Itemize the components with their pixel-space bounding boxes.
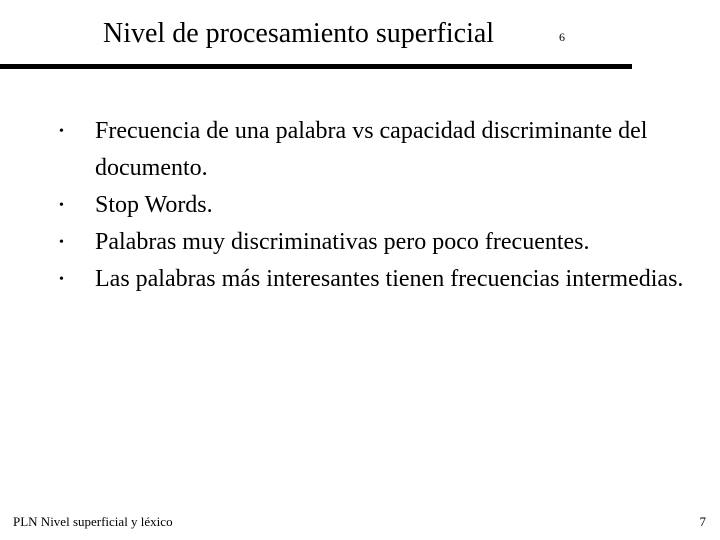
slide-title: Nivel de procesamiento superficial <box>103 18 495 49</box>
page-number: 7 <box>699 514 706 529</box>
bullet-item <box>58 224 698 261</box>
bullet-item <box>58 113 698 187</box>
title-number: 6 <box>559 30 565 44</box>
bullet-text: Las palabras más interesantes tienen frecuencias intermedias. <box>95 266 684 292</box>
bullet-icon: • <box>59 198 64 213</box>
bullet-icon: • <box>59 124 64 139</box>
bullet-icon: • <box>59 272 64 287</box>
title-divider <box>0 64 632 69</box>
footer-caption: PLN Nivel superficial y léxico <box>13 514 173 529</box>
bullet-text: Palabras muy discriminativas pero poco frecuentes. <box>95 229 590 255</box>
bullet-item <box>58 261 698 298</box>
bullet-text: Stop Words. <box>95 192 213 218</box>
bullet-text: Frecuencia de una palabra vs capacidad discriminante del documento. <box>95 118 648 181</box>
bullet-list <box>58 113 698 298</box>
bullet-item <box>58 187 698 224</box>
bullet-icon: • <box>59 235 64 250</box>
